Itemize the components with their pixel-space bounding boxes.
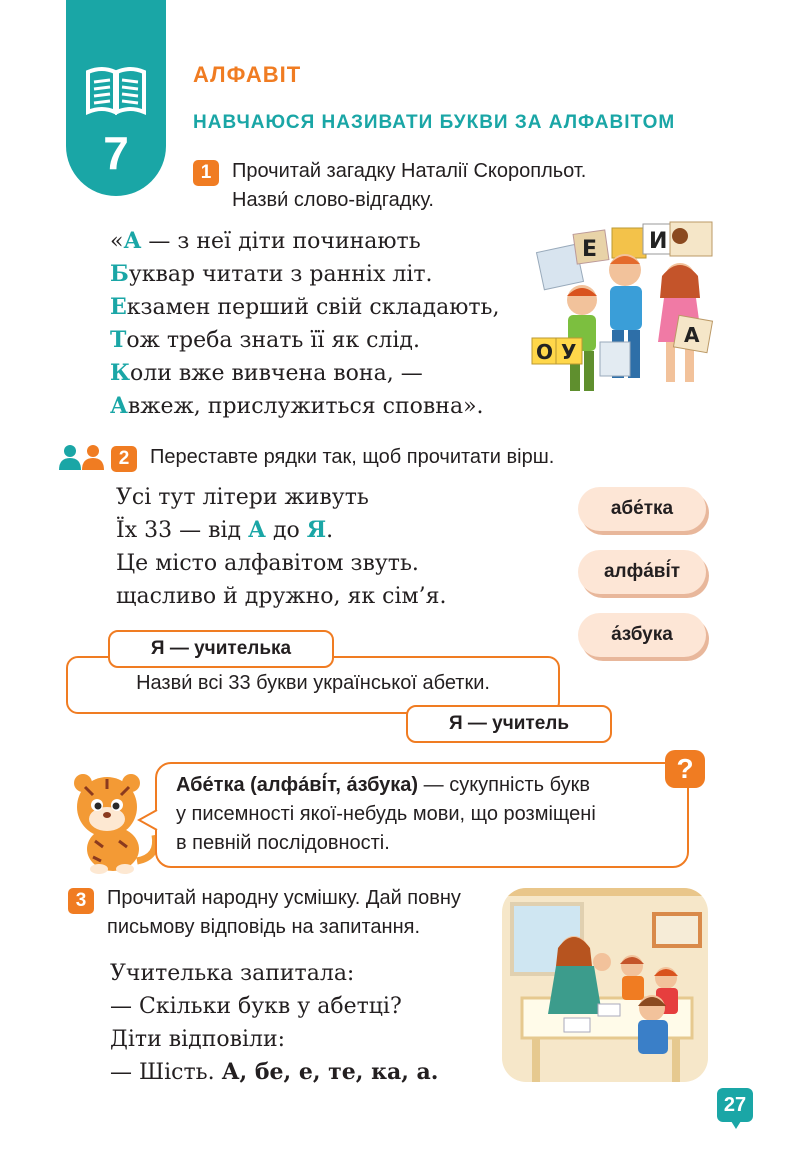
poem-line: «А — з неї діти починають bbox=[110, 228, 421, 254]
page-number: 27 bbox=[717, 1088, 753, 1122]
lesson-subtitle: НАВЧАЮСЯ НАЗИВАТИ БУКВИ ЗА АЛФАВІТОМ bbox=[193, 112, 676, 133]
definition-text: Абе́тка (алфа́ві́т, а́збука) — сукупність букв у писемності якої-небудь мови, що розміщені в певній послідовності. bbox=[176, 774, 596, 854]
card-letter: О bbox=[536, 340, 554, 364]
role-play-instruction: Назви́ всі 33 букви української абетки. bbox=[136, 672, 490, 694]
task-1-line-1: Прочитай загадку Наталії Скоропльот. bbox=[232, 160, 587, 182]
task-2-number: 2 bbox=[111, 446, 137, 472]
classroom-illustration bbox=[502, 888, 708, 1082]
lesson-tab bbox=[66, 0, 166, 196]
task-3-number: 3 bbox=[68, 888, 94, 914]
lesson-number: 7 bbox=[103, 127, 129, 179]
task-1-line-2: Назви́ слово-відгадку. bbox=[232, 189, 434, 211]
children-illustration bbox=[530, 218, 720, 398]
verse-lines bbox=[116, 481, 446, 613]
poem-line: Екзамен перший свій складають, bbox=[110, 294, 500, 320]
task-2-text: Переставте рядки так, щоб прочитати вірш. bbox=[150, 446, 555, 468]
card-letter: Е bbox=[582, 237, 598, 262]
verse-line: Усі тут літери живуть bbox=[116, 485, 369, 510]
verse-line: Їх 33 — від А до Я. bbox=[116, 517, 334, 543]
word-chip: алфа́ві́т bbox=[578, 550, 706, 594]
poem-line: Тож треба знать її як слід. bbox=[110, 327, 420, 353]
poem-line: Буквар читати з ранніх літ. bbox=[110, 261, 433, 287]
riddle-poem bbox=[110, 225, 500, 423]
verse-line: щасливо й дружно, як сім’я. bbox=[116, 584, 447, 609]
joke-story: Учителька запитала: — Скільки букв у абетці? Діти відповіли: — Шість. А, бе, е, те, ка, а. bbox=[110, 961, 439, 1085]
book-icon bbox=[84, 66, 148, 116]
role-tag-teacher-male: Я — учитель bbox=[406, 705, 612, 743]
speech-pointer bbox=[137, 808, 159, 832]
task-1-number: 1 bbox=[193, 160, 219, 186]
task-1-text bbox=[232, 157, 586, 215]
card-letter: А bbox=[684, 323, 700, 347]
role-tag-teacher-female: Я — учителька bbox=[108, 630, 334, 668]
task-3-text: Прочитай народну усмішку. Дай повну письмову відповідь на запитання. bbox=[107, 887, 461, 938]
definition-term: Абе́тка (алфа́ві́т, а́збука) bbox=[176, 774, 419, 796]
poem-line: Авжеж, прислужиться сповна». bbox=[110, 393, 484, 419]
verse-line: Це місто алфавітом звуть. bbox=[116, 551, 419, 576]
poem-line: Коли вже вивчена вона, — bbox=[110, 360, 423, 386]
card-letter: И bbox=[649, 229, 668, 254]
word-chip: а́збука bbox=[578, 613, 706, 657]
word-chip: абе́тка bbox=[578, 487, 706, 531]
question-badge-icon: ? bbox=[665, 750, 705, 788]
lesson-title: АЛФАВІТ bbox=[193, 62, 302, 87]
card-letter: У bbox=[561, 340, 577, 364]
pair-work-icon bbox=[58, 444, 106, 470]
